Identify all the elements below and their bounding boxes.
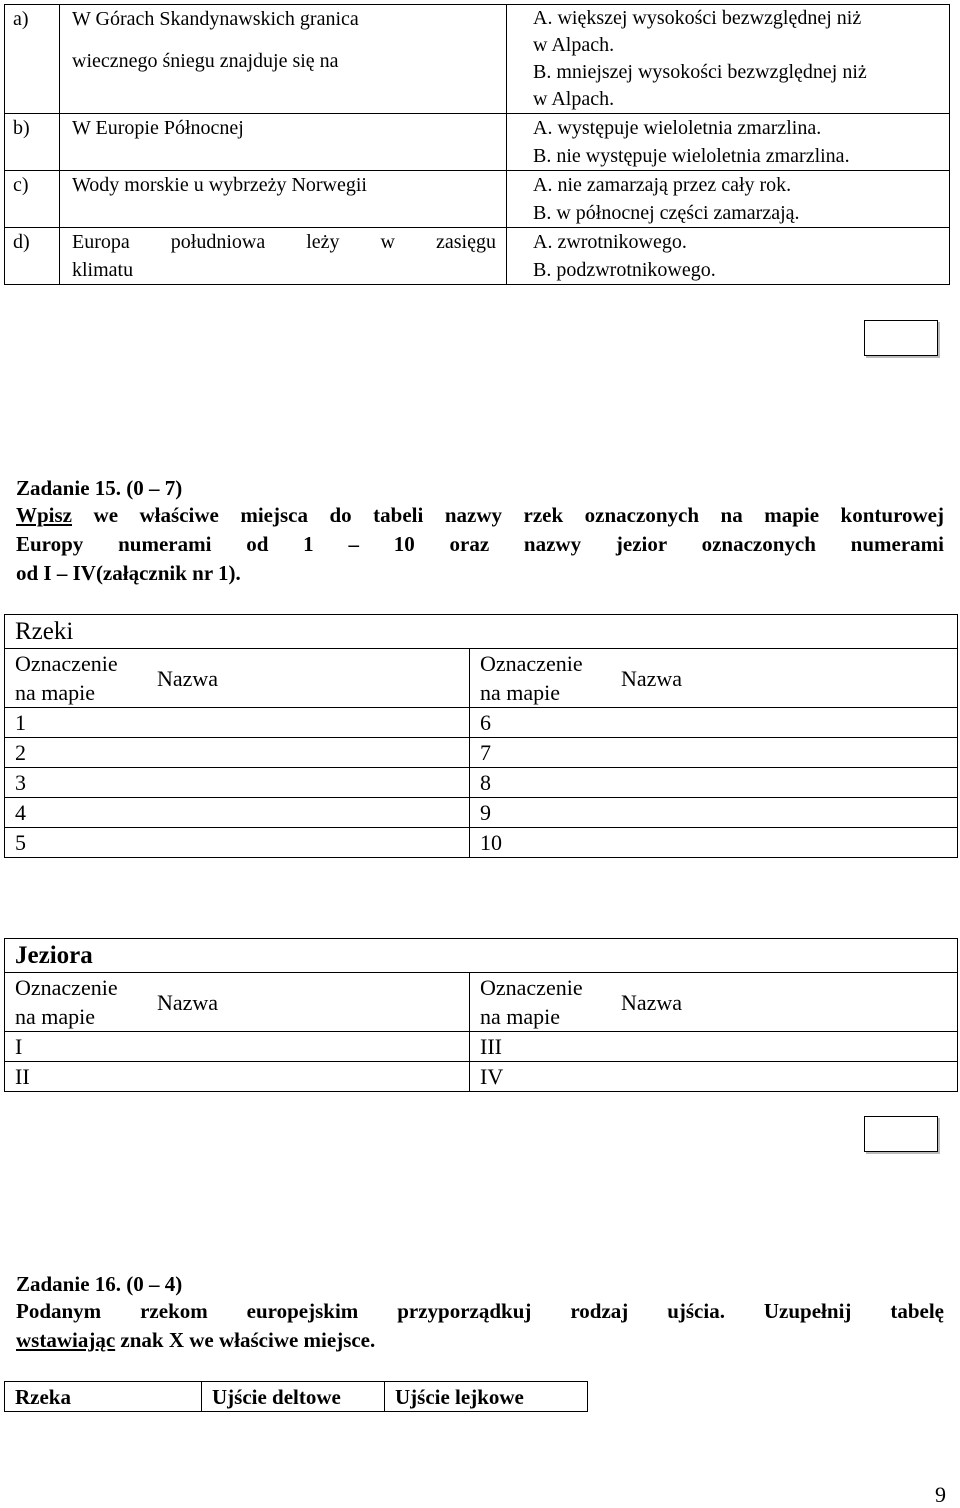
table-row — [5, 738, 958, 768]
mark-cell: III — [470, 1032, 612, 1062]
table-row — [5, 828, 958, 858]
mark-cell: 4 — [5, 798, 148, 828]
instruction-verb: Wpisz — [16, 503, 73, 527]
instruction-text: znak X we właściwe miejsce. — [115, 1328, 376, 1352]
header-text: na mapie — [15, 1004, 96, 1029]
option-line: w Alpach. — [533, 34, 615, 56]
col-header-estuary: Ujście lejkowe — [385, 1382, 588, 1412]
q16-title: Zadanie 16. (0 – 4) — [16, 1272, 183, 1296]
col-header-name: Nazwa — [611, 649, 958, 708]
mark-cell: 6 — [470, 708, 612, 738]
score-box[interactable] — [864, 1116, 938, 1152]
mark-cell: 8 — [470, 768, 612, 798]
name-input-cell[interactable] — [611, 1062, 958, 1092]
table-header-row — [5, 1382, 588, 1412]
mark-cell: 3 — [5, 768, 148, 798]
q14-row-c — [5, 171, 950, 228]
q15-instruction — [16, 501, 944, 588]
mark-cell: 5 — [5, 828, 148, 858]
option-a: A. zwrotnikowego. — [533, 231, 687, 253]
statement-line: W Górach Skandynawskich granica — [72, 8, 359, 30]
row-statement — [60, 5, 507, 114]
header-text: na mapie — [15, 680, 96, 705]
row-statement — [60, 114, 507, 171]
col-header-river: Rzeka — [5, 1382, 202, 1412]
col-header-name: Nazwa — [147, 973, 470, 1032]
mark-cell: 9 — [470, 798, 612, 828]
name-input-cell[interactable] — [147, 1032, 470, 1062]
row-label: b) — [5, 114, 60, 171]
col-header-mark — [5, 973, 148, 1032]
name-input-cell[interactable] — [611, 738, 958, 768]
mark-cell: 1 — [5, 708, 148, 738]
option-b: B. podzwrotnikowego. — [533, 259, 716, 281]
row-options — [507, 171, 950, 228]
col-header-mark — [5, 649, 148, 708]
col-header-name: Nazwa — [147, 649, 470, 708]
lakes-heading: Jeziora — [5, 939, 958, 973]
header-text: Oznaczenie — [480, 975, 583, 1000]
col-header-mark — [470, 973, 612, 1032]
instruction-text: Podanym rzekom europejskim przyporządkuj rodzaj ujścia. Uzupełnij tabelę — [16, 1299, 944, 1323]
name-input-cell[interactable] — [611, 828, 958, 858]
row-options — [507, 114, 950, 171]
mark-cell: 7 — [470, 738, 612, 768]
lakes-header-row — [5, 973, 958, 1032]
statement-line: klimatu — [72, 259, 134, 281]
name-input-cell[interactable] — [147, 798, 470, 828]
rivers-table — [4, 614, 958, 858]
lakes-table — [4, 938, 958, 1092]
row-options — [507, 228, 950, 285]
option-b: B. mniejszej wysokości bezwzględnej niż — [533, 61, 867, 83]
table-row — [5, 1062, 958, 1092]
statement-line: W Europie Północnej — [72, 117, 244, 139]
q14-row-a — [5, 5, 950, 114]
q16-instruction — [16, 1297, 944, 1355]
header-text: na mapie — [480, 1004, 561, 1029]
statement-line: wiecznego śniegu znajduje się na — [72, 50, 339, 72]
statement-line: Wody morskie u wybrzeży Norwegii — [72, 174, 367, 196]
instruction-text: Europy numerami od 1 – 10 oraz nazwy jezior oznaczonych numerami — [16, 532, 944, 556]
q15-title: Zadanie 15. (0 – 7) — [16, 476, 183, 500]
statement-line: Europa południowa leży w zasięgu — [72, 231, 496, 253]
mark-cell: II — [5, 1062, 148, 1092]
option-b: B. nie występuje wieloletnia zmarzlina. — [533, 145, 850, 167]
instruction-text: we właściwe miejsca do tabeli nazwy rzek oznaczonych na mapie konturowej — [72, 503, 944, 527]
option-a: A. nie zamarzają przez cały rok. — [533, 174, 792, 196]
name-input-cell[interactable] — [147, 768, 470, 798]
row-statement — [60, 171, 507, 228]
header-text: Oznaczenie — [15, 975, 118, 1000]
score-box[interactable] — [864, 320, 938, 356]
rivers-heading: Rzeki — [5, 615, 958, 649]
q14-row-b — [5, 114, 950, 171]
table-row — [5, 798, 958, 828]
rivers-header-row — [5, 649, 958, 708]
row-statement — [60, 228, 507, 285]
header-text: Oznaczenie — [480, 651, 583, 676]
header-text: na mapie — [480, 680, 561, 705]
q14-true-false-table — [4, 4, 950, 285]
option-a: A. występuje wieloletnia zmarzlina. — [533, 117, 822, 139]
name-input-cell[interactable] — [611, 768, 958, 798]
name-input-cell[interactable] — [611, 1032, 958, 1062]
option-a: A. większej wysokości bezwzględnej niż — [533, 7, 862, 29]
q14-row-d — [5, 228, 950, 285]
row-label: a) — [5, 5, 60, 114]
header-text: Oznaczenie — [15, 651, 118, 676]
mark-cell: I — [5, 1032, 148, 1062]
table-row — [5, 768, 958, 798]
row-label: c) — [5, 171, 60, 228]
mark-cell: 10 — [470, 828, 612, 858]
river-mouth-table — [4, 1381, 588, 1412]
mark-cell: 2 — [5, 738, 148, 768]
name-input-cell[interactable] — [147, 1062, 470, 1092]
col-header-delta: Ujście deltowe — [202, 1382, 385, 1412]
name-input-cell[interactable] — [147, 708, 470, 738]
name-input-cell[interactable] — [147, 738, 470, 768]
option-b: B. w północnej części zamarzają. — [533, 202, 800, 224]
row-label: d) — [5, 228, 60, 285]
col-header-mark — [470, 649, 612, 708]
instruction-verb: wstawiając — [16, 1328, 116, 1352]
mark-cell: IV — [470, 1062, 612, 1092]
name-input-cell[interactable] — [611, 798, 958, 828]
table-row — [5, 1032, 958, 1062]
name-input-cell[interactable] — [611, 708, 958, 738]
instruction-text: od I – IV(załącznik nr 1). — [16, 561, 241, 585]
name-input-cell[interactable] — [147, 828, 470, 858]
col-header-name: Nazwa — [611, 973, 958, 1032]
page-number: 9 — [935, 1482, 946, 1507]
option-line: w Alpach. — [533, 88, 615, 110]
table-row — [5, 708, 958, 738]
row-options — [507, 5, 950, 114]
